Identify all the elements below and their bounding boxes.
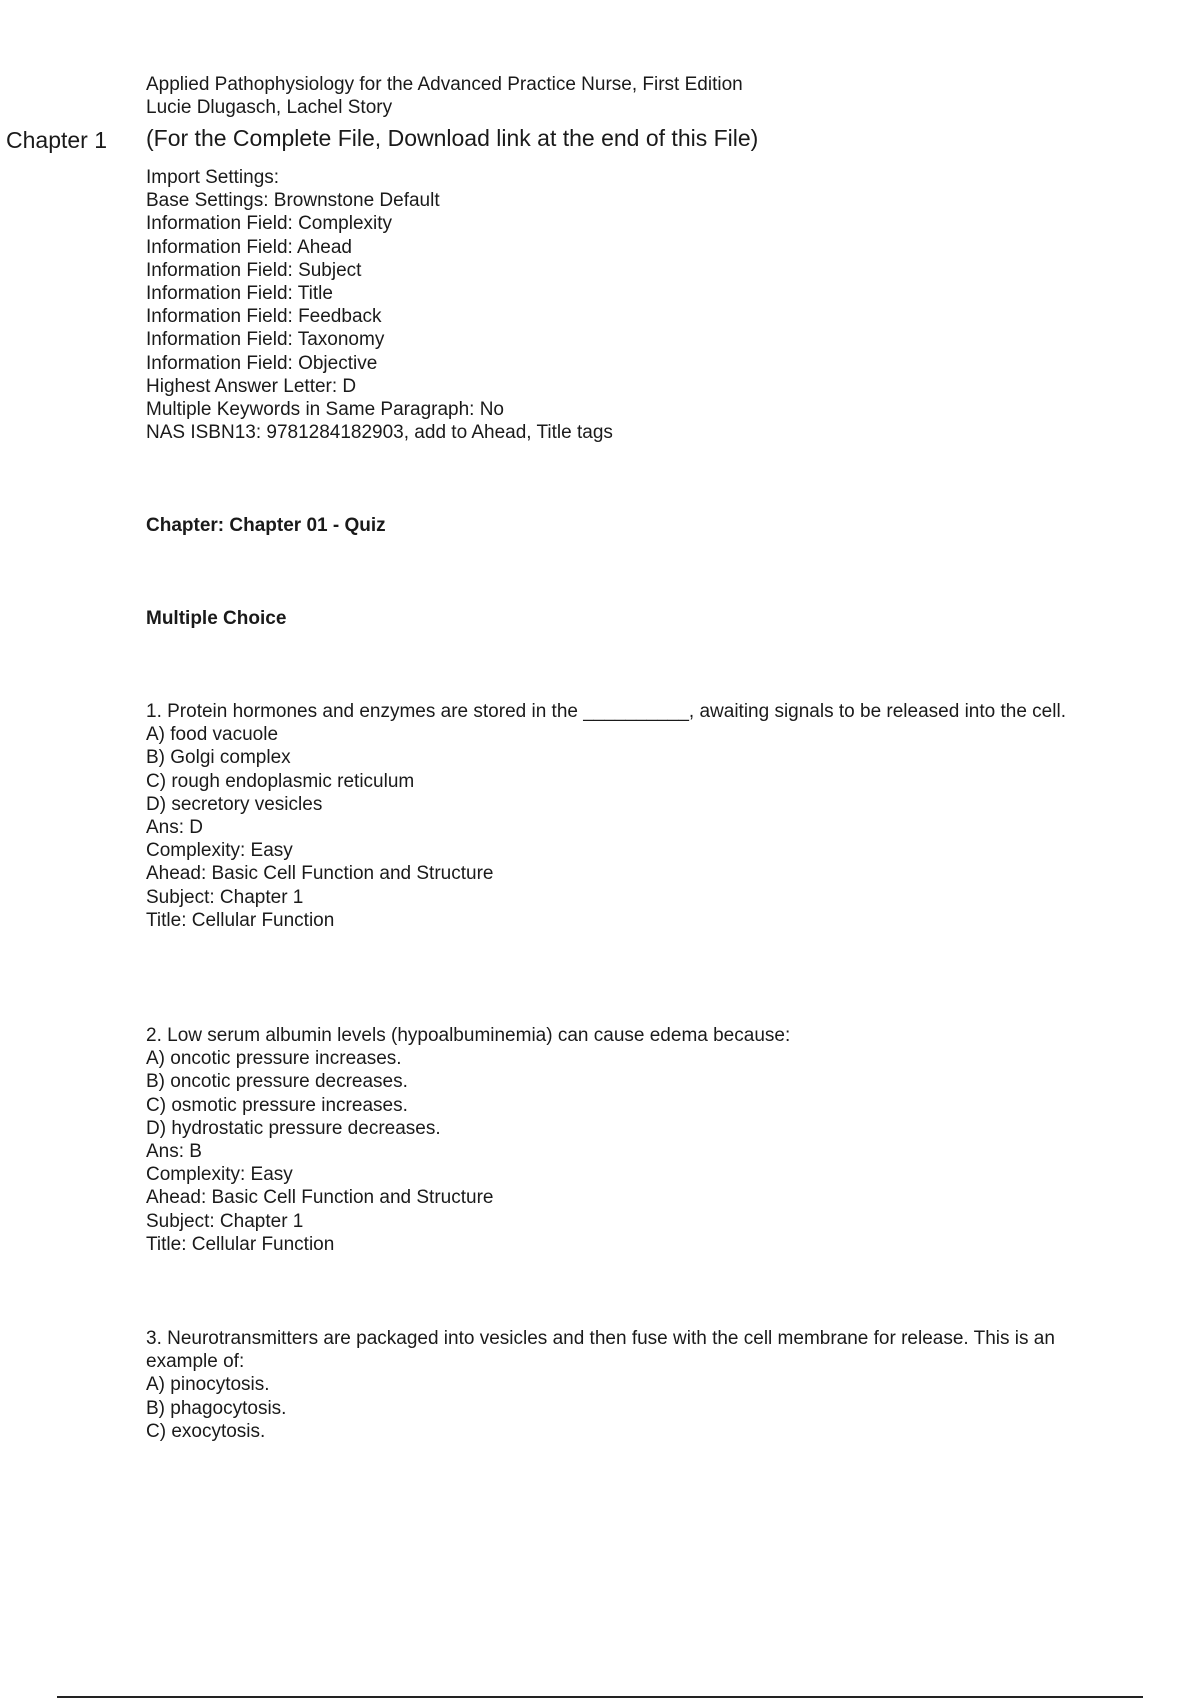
question-meta: Title: Cellular Function: [146, 1233, 335, 1255]
setting-line: Import Settings:: [146, 167, 280, 188]
answer-option: C) rough endoplasmic reticulum: [146, 770, 415, 792]
download-note: (For the Complete File, Download link at the end of this File): [146, 125, 759, 151]
chapter-heading: Chapter: Chapter 01 - Quiz: [146, 515, 386, 536]
book-title: Applied Pathophysiology for the Advanced Practice Nurse, First Edition: [146, 74, 743, 95]
answer-option: A) food vacuole: [146, 724, 279, 746]
question-stem: 1. Protein hormones and enzymes are stored in the __________, awaiting signals to be released into the cell.: [146, 701, 1066, 722]
answer-option: A) oncotic pressure increases.: [146, 1048, 402, 1070]
answer-option: A) pinocytosis.: [146, 1374, 270, 1396]
question-stem: 2. Low serum albumin levels (hypoalbuminemia) can cause edema because:: [146, 1025, 791, 1046]
chapter-label: Chapter 1: [6, 127, 108, 153]
setting-line: Information Field: Title: [146, 283, 333, 305]
question-meta: Title: Cellular Function: [146, 909, 335, 931]
footer-rule: [57, 1696, 1143, 1698]
question-meta: Complexity: Easy: [146, 840, 293, 862]
answer-option: C) osmotic pressure increases.: [146, 1094, 408, 1116]
question-meta: Ans: D: [146, 817, 204, 839]
question-meta: Complexity: Easy: [146, 1164, 293, 1186]
section-heading: Multiple Choice: [146, 608, 287, 629]
setting-line: Information Field: Complexity: [146, 213, 393, 235]
setting-line: Multiple Keywords in Same Paragraph: No: [146, 399, 505, 421]
book-header: [146, 73, 743, 119]
answer-option: B) phagocytosis.: [146, 1397, 287, 1419]
setting-line: Information Field: Objective: [146, 352, 378, 374]
answer-option: D) hydrostatic pressure decreases.: [146, 1117, 441, 1139]
setting-line: Information Field: Taxonomy: [146, 329, 385, 351]
setting-line: Highest Answer Letter: D: [146, 375, 357, 397]
setting-line: Information Field: Subject: [146, 259, 362, 281]
question-1: [146, 700, 1096, 932]
import-settings: [146, 166, 613, 444]
question-meta: Ans: B: [146, 1141, 202, 1163]
setting-line: Information Field: Feedback: [146, 306, 382, 328]
question-meta: Subject: Chapter 1: [146, 1210, 304, 1232]
question-meta: Ahead: Basic Cell Function and Structure: [146, 863, 494, 885]
answer-option: D) secretory vesicles: [146, 793, 323, 815]
question-stem: 3. Neurotransmitters are packaged into vesicles and then fuse with the cell membrane for release. This is an example of:: [146, 1328, 1055, 1373]
question-3: [146, 1327, 1096, 1443]
question-meta: Ahead: Basic Cell Function and Structure: [146, 1187, 494, 1209]
setting-line: Information Field: Ahead: [146, 236, 352, 258]
question-meta: Subject: Chapter 1: [146, 886, 304, 908]
setting-line: NAS ISBN13: 9781284182903, add to Ahead, Title tags: [146, 422, 613, 444]
answer-option: B) Golgi complex: [146, 747, 291, 769]
answer-option: C) exocytosis.: [146, 1420, 266, 1442]
answer-option: B) oncotic pressure decreases.: [146, 1071, 408, 1093]
setting-line: Base Settings: Brownstone Default: [146, 190, 440, 212]
question-2: [146, 1024, 1096, 1256]
book-authors: Lucie Dlugasch, Lachel Story: [146, 97, 393, 118]
